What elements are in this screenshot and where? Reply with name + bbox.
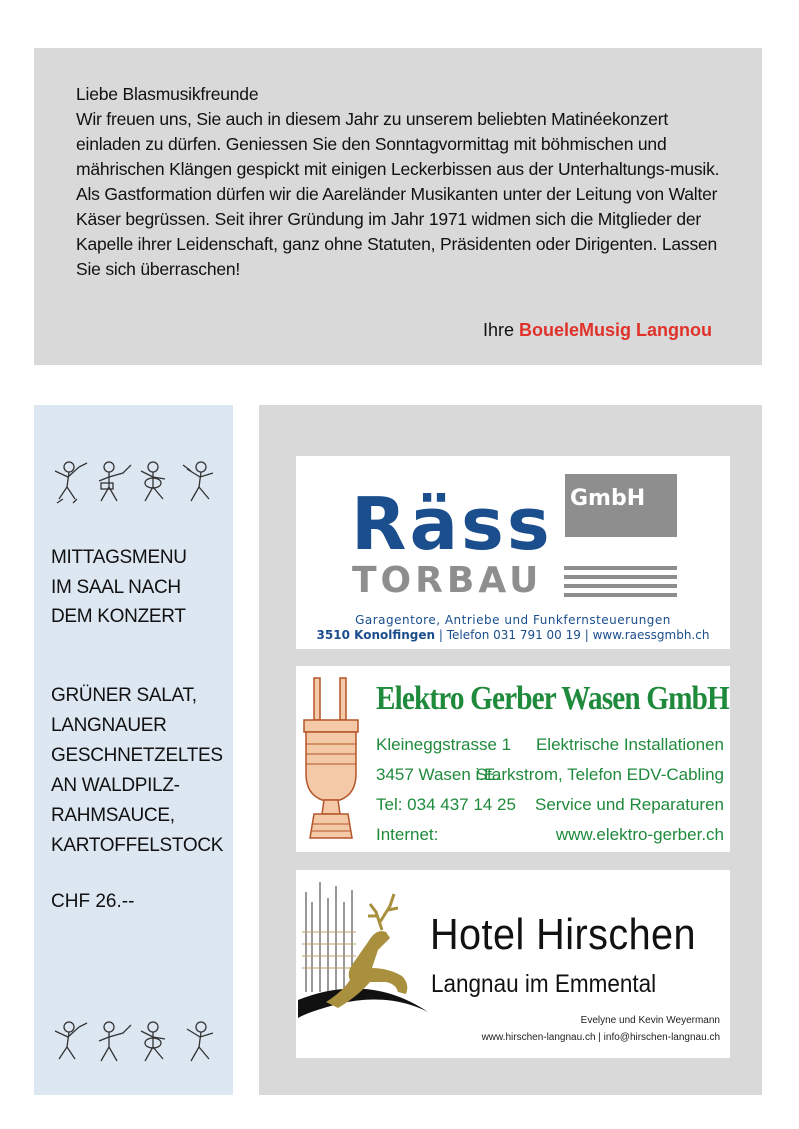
marching-musicians-icon bbox=[49, 457, 224, 507]
raess-address-city: 3510 Konolfingen bbox=[316, 628, 436, 642]
signature-brand: BoueleMusig Langnou bbox=[519, 320, 712, 340]
marching-musicians-icon bbox=[49, 1017, 224, 1067]
elektro-service-line: Starkstrom, Telefon EDV-Cabling bbox=[475, 765, 724, 784]
deer-icon bbox=[298, 872, 438, 1056]
raess-address-contact: | Telefon 031 791 00 19 | www.raessgmbh.ch bbox=[435, 628, 710, 642]
menu-title bbox=[51, 543, 187, 632]
greeting: Liebe Blasmusikfreunde bbox=[76, 84, 259, 104]
plug-icon bbox=[300, 674, 362, 844]
menu-dish-line: GESCHNETZELTES bbox=[51, 745, 223, 766]
elektro-contact-line: 3457 Wasen i.E. bbox=[376, 765, 501, 784]
ad-elektro-gerber bbox=[296, 666, 730, 852]
menu-dish-line: GRÜNER SALAT, bbox=[51, 685, 197, 706]
raess-tagline: Garagentore, Antriebe und Funkfernsteuerungen bbox=[355, 613, 671, 627]
elektro-contact-line: Internet: bbox=[376, 825, 439, 844]
menu-dish-line: AN WALDPILZ- bbox=[51, 775, 180, 796]
menu-title-line: IM SAAL NACH bbox=[51, 576, 181, 598]
menu-dish-line: LANGNAUER bbox=[51, 715, 167, 736]
elektro-services bbox=[476, 730, 724, 850]
raess-torbau: TORBAU bbox=[352, 560, 543, 601]
elektro-title: Elektro Gerber Wasen GmbH bbox=[376, 680, 729, 717]
signature bbox=[483, 320, 712, 341]
raess-address bbox=[296, 628, 730, 642]
intro-paragraph-1: Wir freuen uns, Sie auch in diesem Jahr zu unserem beliebten Matinéekonzert einladen zu dürfen. Geniessen Sie den Sonntagvormittag mit böhmischen und mährischen Klängen gespickt mit einigen Leckerbissen aus der Unterhaltungs-musik. bbox=[76, 109, 720, 179]
signature-prefix: Ihre bbox=[482, 320, 514, 340]
intro-box bbox=[34, 48, 762, 365]
elektro-service-line: www.elektro-gerber.ch bbox=[555, 825, 724, 844]
menu-dish-line: RAHMSAUCE, bbox=[51, 805, 175, 826]
elektro-service-line: Elektrische Installationen bbox=[535, 735, 724, 754]
intro-text bbox=[76, 82, 726, 282]
menu-price: CHF 26.-- bbox=[51, 891, 135, 912]
elektro-contact-line: Tel: 034 437 14 25 bbox=[376, 795, 516, 814]
menu-dish-line: KARTOFFELSTOCK bbox=[51, 835, 224, 856]
elektro-contact-line: Kleineggstrasse 1 bbox=[376, 735, 512, 754]
intro-paragraph-2: Als Gastformation dürfen wir die Aareländer Musikanten unter der Leitung von Walter Käser begrüssen. Seit ihrer Gründung im Jahr 1971 widmen sich die Mitglieder der Kapelle ihrer Leidenschaft, ganz ohne Statuten, Präsidenten oder Dirigenten. Lassen Sie sich überraschen! bbox=[76, 184, 718, 279]
sponsor-box bbox=[259, 405, 762, 1095]
ad-hotel-hirschen bbox=[296, 870, 730, 1058]
menu-title-line: DEM KONZERT bbox=[51, 606, 186, 627]
raess-stripes bbox=[564, 566, 677, 602]
menu-title-line: MITTAGSMENU bbox=[51, 547, 187, 568]
hirschen-web: www.hirschen-langnau.ch | info@hirschen-langnau.ch bbox=[481, 1032, 720, 1043]
menu-box bbox=[34, 405, 233, 1095]
hirschen-subtitle: Langnau im Emmental bbox=[431, 970, 657, 998]
menu-dish bbox=[51, 681, 223, 861]
hirschen-owners: Evelyne und Kevin Weyermann bbox=[580, 1015, 720, 1026]
ad-raess bbox=[296, 456, 730, 649]
raess-gmbh: GmbH bbox=[570, 486, 646, 511]
raess-logo-word: Räss bbox=[351, 482, 553, 566]
elektro-service-line: Service und Reparaturen bbox=[534, 795, 724, 814]
hirschen-title: Hotel Hirschen bbox=[430, 910, 697, 959]
